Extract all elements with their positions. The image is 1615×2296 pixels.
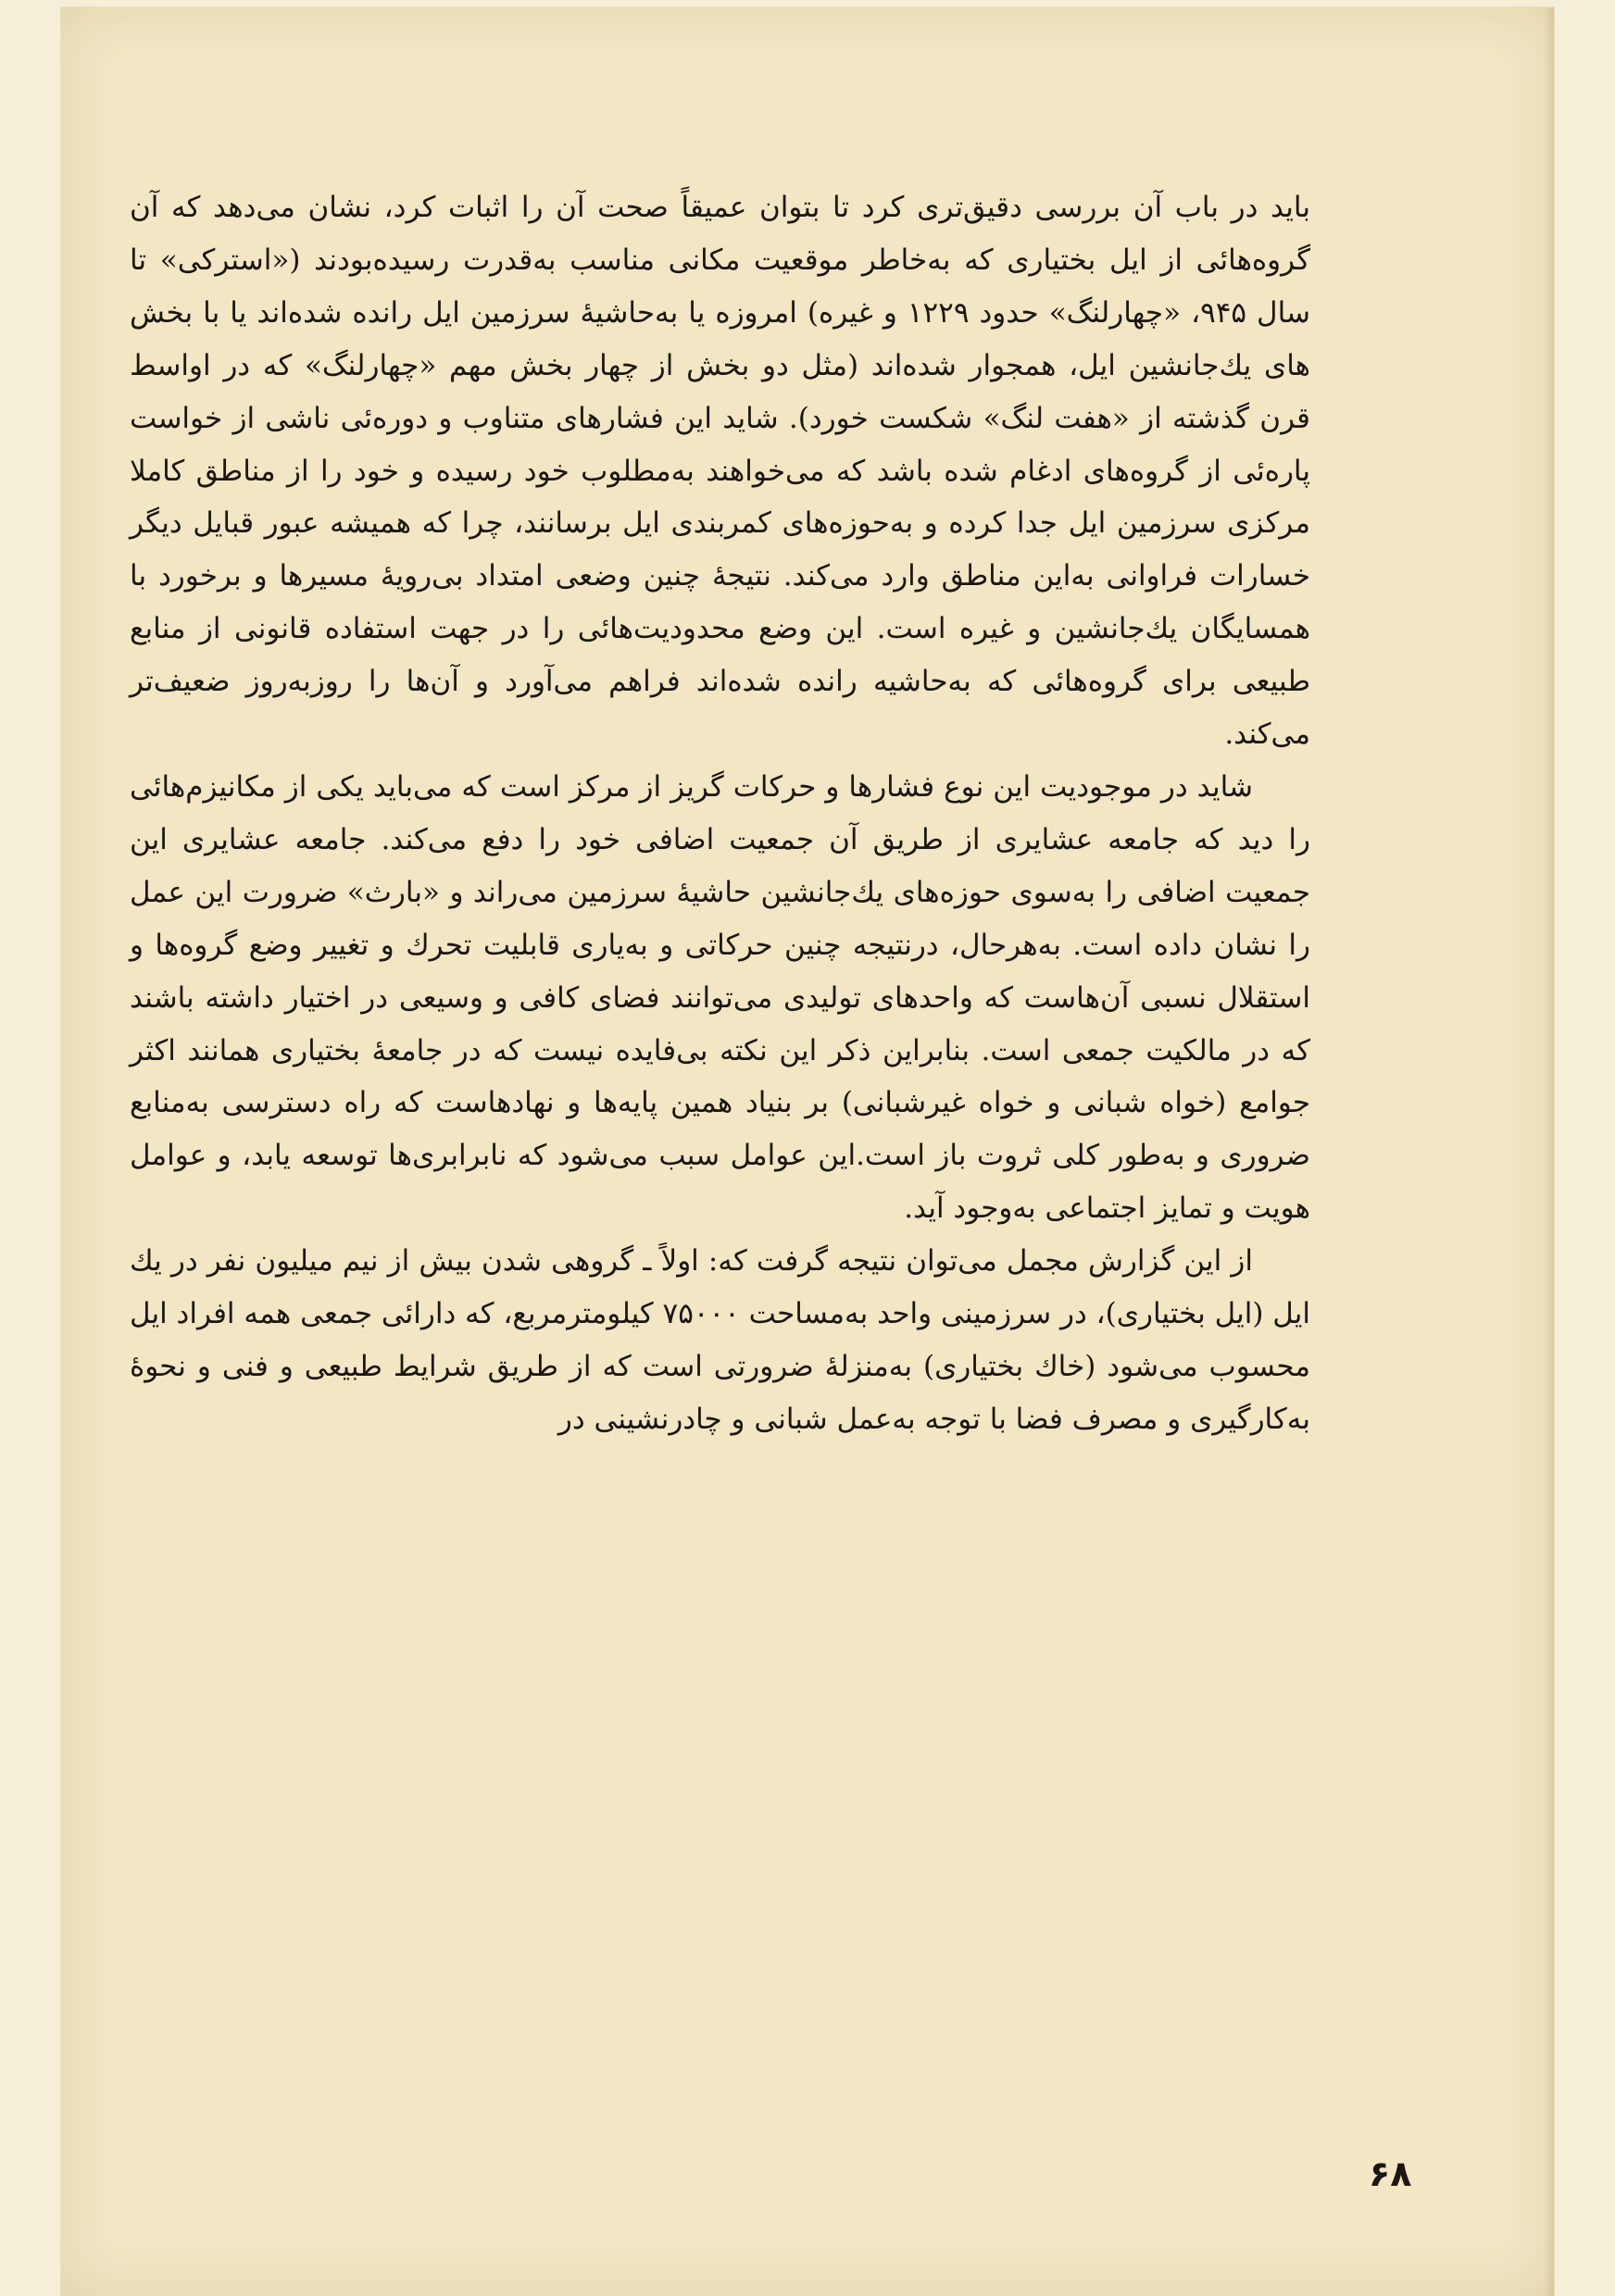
page-number: ۶۸ [1369,2153,1412,2194]
body-text [130,181,1310,1446]
paragraph-2: شاید در موجودیت این نوع فشارها و حرکات گریز از مرکز است که می‌باید یکی از مکانیزم‌هائی را دید که جامعه عشایری از طریق آن جمعیت اضافی خود را دفع می‌کند. جامعه عشایری این جمعیت اضافی را به‌سوی حوزه‌های یك‌جانشین حاشیهٔ سرزمین می‌راند و «بارث» ضرورت این عمل را نشان داده است. به‌هرحال، درنتیجه چنین حرکاتی و به‌یاری قابلیت تحرك و تغییر وضع گروه‌ها و استقلال نسبی آن‌هاست که واحدهای تولیدی می‌توانند فضای کافی و وسیعی در اختیار داشته باشند که در مالکیت جمعی است. بنابراین ذکر این نکته بی‌فایده نیست که در جامعهٔ بختیاری همانند اکثر جوامع (خواه شبانی و خواه غیرشبانی) بر بنیاد همین پایه‌ها و نهادهاست که راه دسترسی به‌منابع ضروری و به‌طور کلی ثروت باز است.این عوامل سبب می‌شود که نابرابری‌ها توسعه یابد، و عوامل هویت و تمایز اجتماعی به‌وجود آید. [130,769,1310,1226]
paragraph-1: باید در باب آن بررسی دقیق‌تری کرد تا بتوان عمیقاً صحت آن را اثبات کرد، نشان می‌دهد که آن گروه‌هائی از ایل بختیاری که به‌خاطر موقعیت مکانی مناسب به‌قدرت رسیده‌بودند («استرکی» تا سال ۹۴۵، «چهارلنگ» حدود ۱۲۲۹ و غیره) امروزه یا به‌حاشیهٔ سرزمین ایل رانده شده‌اند یا با بخش های یك‌جانشین ایل، همجوار شده‌اند (مثل دو بخش از چهار بخش مهم «چهارلنگ» که در اواسط قرن گذشته از «هفت لنگ» شکست خورد). شاید این فشارهای متناوب و دوره‌ئی ناشی از خواست پاره‌ئی از گروه‌های ادغام شده باشد که می‌خواهند به‌مطلوب خود رسیده و خود را از مناطق کاملا مرکزی سرزمین ایل جدا کرده و به‌حوزه‌های کمربندی ایل برسانند، چرا که همیشه عبور قبایل دیگر خسارات فراوانی به‌این مناطق وارد می‌کند. نتیجهٔ چنین وضعی امتداد بی‌رویهٔ مسیرها و برخورد با همسایگان یك‌جانشین و غیره است. این وضع محدودیت‌هائی را در جهت استفاده قانونی از منابع طبیعی برای گروه‌هائی که به‌حاشیه رانده شده‌اند فراهم می‌آورد و آن‌ها را روزبه‌روز ضعیف‌تر می‌کند. [130,191,1311,752]
page-edge-shadow [1545,7,1554,2296]
paragraph-3: از این گزارش مجمل می‌توان نتیجه گرفت که: اولاً ـ گروهی شدن بیش از نیم میلیون نفر در یك ایل (ایل بختیاری)، در سرزمینی واحد به‌مساحت ۷۵۰۰۰ کیلومترمربع، که دارائی جمعی همه افراد ایل محسوب می‌شود (خاك بختیاری) به‌منزلهٔ ضرورتی است که از طریق شرایط طبیعی و فنی و نحوهٔ به‌کارگیری و مصرف فضا با توجه به‌عمل شبانی و چادرنشینی در [129,1244,1310,1436]
